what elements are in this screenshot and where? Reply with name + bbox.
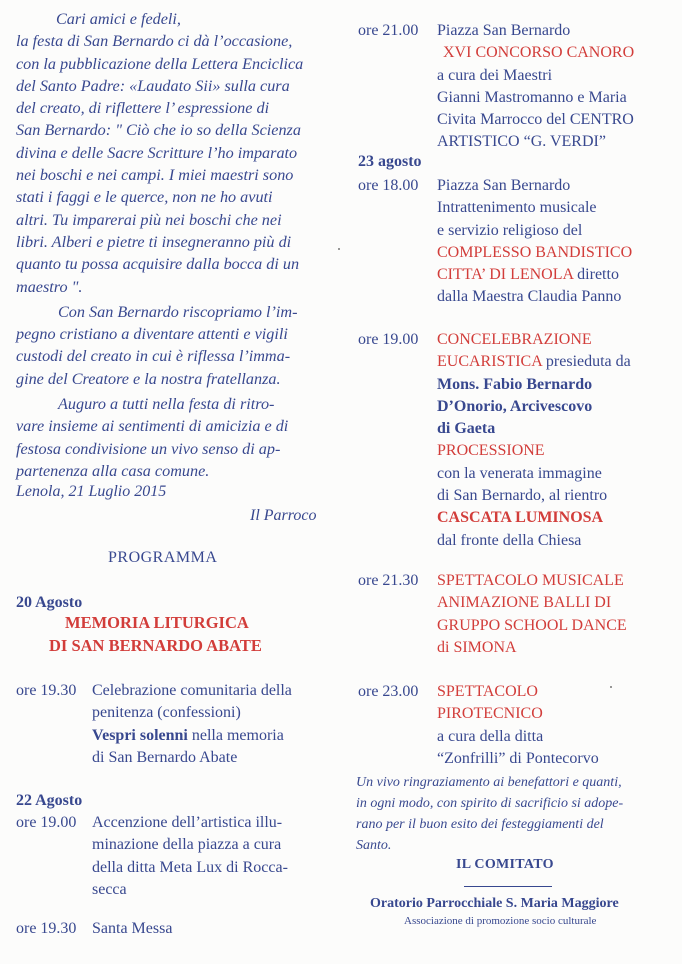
celebrant-name: Mons. Fabio Bernardo [437,375,593,393]
event-line [437,264,632,286]
divider [464,886,552,887]
event-time: ore 23.00 [358,683,419,700]
event-time: ore 19.00 [358,331,419,348]
association-label: Associazione di promozione socio culturale [404,915,597,927]
event-line: con la venerata immagine [437,464,602,482]
event-line: PIROTECNICO [437,705,543,723]
event-line: penitenza (confessioni) [92,704,241,722]
event-line: SPETTACOLO MUSICALE [437,572,624,589]
letter-line: gine del Creatore e la nostra fratellanza. [16,369,281,388]
event-line: a cura dei Maestri [437,66,553,84]
event-line: di SIMONA [437,638,517,656]
letter-line: festosa condivisione un vivo senso di ap- [16,439,281,458]
event-line: dal fronte della Chiesa [437,531,582,549]
event-line: di San Bernardo, al rientro [437,487,608,505]
letter-line: del Santo Padre: «Laudato Sii» sulla cura [16,76,290,95]
event-line [92,725,292,747]
signature: Il Parroco [250,507,317,524]
event-line: SPETTACOLO [437,683,538,700]
complesso-bandistico: COMPLESSO BANDISTICO [437,243,633,261]
event-time: ore 19.00 [16,814,77,831]
letter-line: Con San Bernardo riscopriamo l’im- [58,302,298,321]
celebrant-see: di Gaeta [437,420,496,438]
event-line: ANIMAZIONE BALLI DI [437,594,612,612]
event-time: ore 18.00 [358,177,419,194]
day-heading-20-agosto: 20 Agosto [16,594,83,611]
letter-line: custodi del creato in cui è riflessa l’imma- [16,347,291,366]
letter-line: San Bernardo: " Ciò che io so della Scienza [16,121,301,140]
saint-heading: DI SAN BERNARDO ABATE [49,636,262,655]
event-line: Piazza San Bernardo [437,22,571,39]
event-line-tail: diretto [573,266,619,284]
letter-line: con la pubblicazione della Lettera Enciclica [16,54,304,73]
thanks-line: rano per il buon esito dei festeggiamenti del [356,817,604,832]
oratory-name: Oratorio Parrocchiale S. Maria Maggiore [370,896,619,911]
letter-line: quanto tu possa acquisire dalla bocca di un [16,255,300,274]
event-line: Accenzione dell’artistica illu- [92,814,283,831]
letter-line: pegno cristiano a diventare attenti e vigili [16,325,288,344]
processione: PROCESSIONE [437,442,545,460]
event-line: ARTISTICO “G. VERDI” [437,133,606,151]
letter [16,8,328,482]
event-line: della ditta Meta Lux di Rocca- [92,858,288,876]
citta-di-lenola: CITTA’ DI LENOLA [437,266,574,284]
event-line-tail: presieduta da [541,353,631,371]
letter-line: libri. Alberi e pietre ti insegneranno più di [16,232,292,251]
letter-line: nei boschi e nei campi. I miei maestri sono [16,166,294,185]
letter-line: partenenza alla casa comune. [16,461,210,480]
event-line: Santa Messa [92,920,173,937]
place-date: Lenola, 21 Luglio 2015 [16,483,167,500]
letter-line: divina e delle Sacre Scritture l’ho imparato [16,143,298,162]
letter-line: la festa di San Bernardo ci dà l’occasione, [16,32,293,51]
concelebrazione: CONCELEBRAZIONE [437,331,592,348]
letter-line: altri. Tu imparerai più nei boschi che nei [16,210,282,229]
liturgical-memory-heading: MEMORIA LITURGICA [65,613,249,632]
letter-line: Cari amici e fedeli, [56,10,181,28]
letter-line: vare insieme ai sentimenti di amicizia e di [16,417,289,436]
event-line: Celebrazione comunitaria della [92,682,292,699]
thanks-line: in ogni modo, con spirito di sacrificio si adope- [356,796,624,811]
programma-title: PROGRAMMA [108,549,218,566]
thanks-note [356,772,666,856]
letter-line: maestro ". [16,277,83,296]
concorso-canoro: XVI CONCORSO CANORO [443,44,635,62]
vespri-label: Vespri solenni [92,726,188,744]
event-line: dalla Maestra Claudia Panno [437,288,622,306]
speck [338,248,340,250]
letter-line: del creato, di riflettere l’ espressione di [16,99,270,118]
committee-label: IL COMITATO [456,857,554,872]
event-line: Gianni Mastromanno e Maria [437,88,627,106]
event-line: secca [92,880,127,898]
event-line: Intrattenimento musicale [437,199,597,217]
letter-line: Auguro a tutti nella festa di ritro- [58,395,275,414]
event-line: Civita Marrocco del CENTRO [437,111,634,129]
speck [610,686,612,688]
event-time: ore 19.30 [16,682,77,699]
cascata-luminosa: CASCATA LUMINOSA [437,509,604,527]
celebrant-title: D’Onorio, Arcivescovo [437,397,593,415]
event-time: ore 19.30 [16,920,77,937]
event-line: “Zonfrilli” di Pontecorvo [437,749,599,767]
thanks-line: Santo. [356,838,392,853]
event-line: minazione della piazza a cura [92,836,282,854]
event-line: e servizio religioso del [437,221,583,239]
eucaristica: EUCARISTICA [437,353,542,371]
letter-line: stati i faggi e le querce, non ne ho avuti [16,188,273,207]
event-time: ore 21.00 [358,22,419,39]
event-line: di San Bernardo Abate [92,748,238,766]
day-heading-22-agosto: 22 Agosto [16,792,83,809]
event-line: a cura della ditta [437,727,544,745]
day-heading-23-agosto: 23 agosto [358,153,422,170]
event-line: GRUPPO SCHOOL DANCE [437,616,627,634]
event-line [437,351,631,373]
event-time: ore 21.30 [358,572,419,589]
event-line: Piazza San Bernardo [437,177,571,194]
thanks-line: Un vivo ringraziamento ai benefattori e quanti, [356,775,622,790]
event-line-tail: nella memoria [187,726,284,744]
